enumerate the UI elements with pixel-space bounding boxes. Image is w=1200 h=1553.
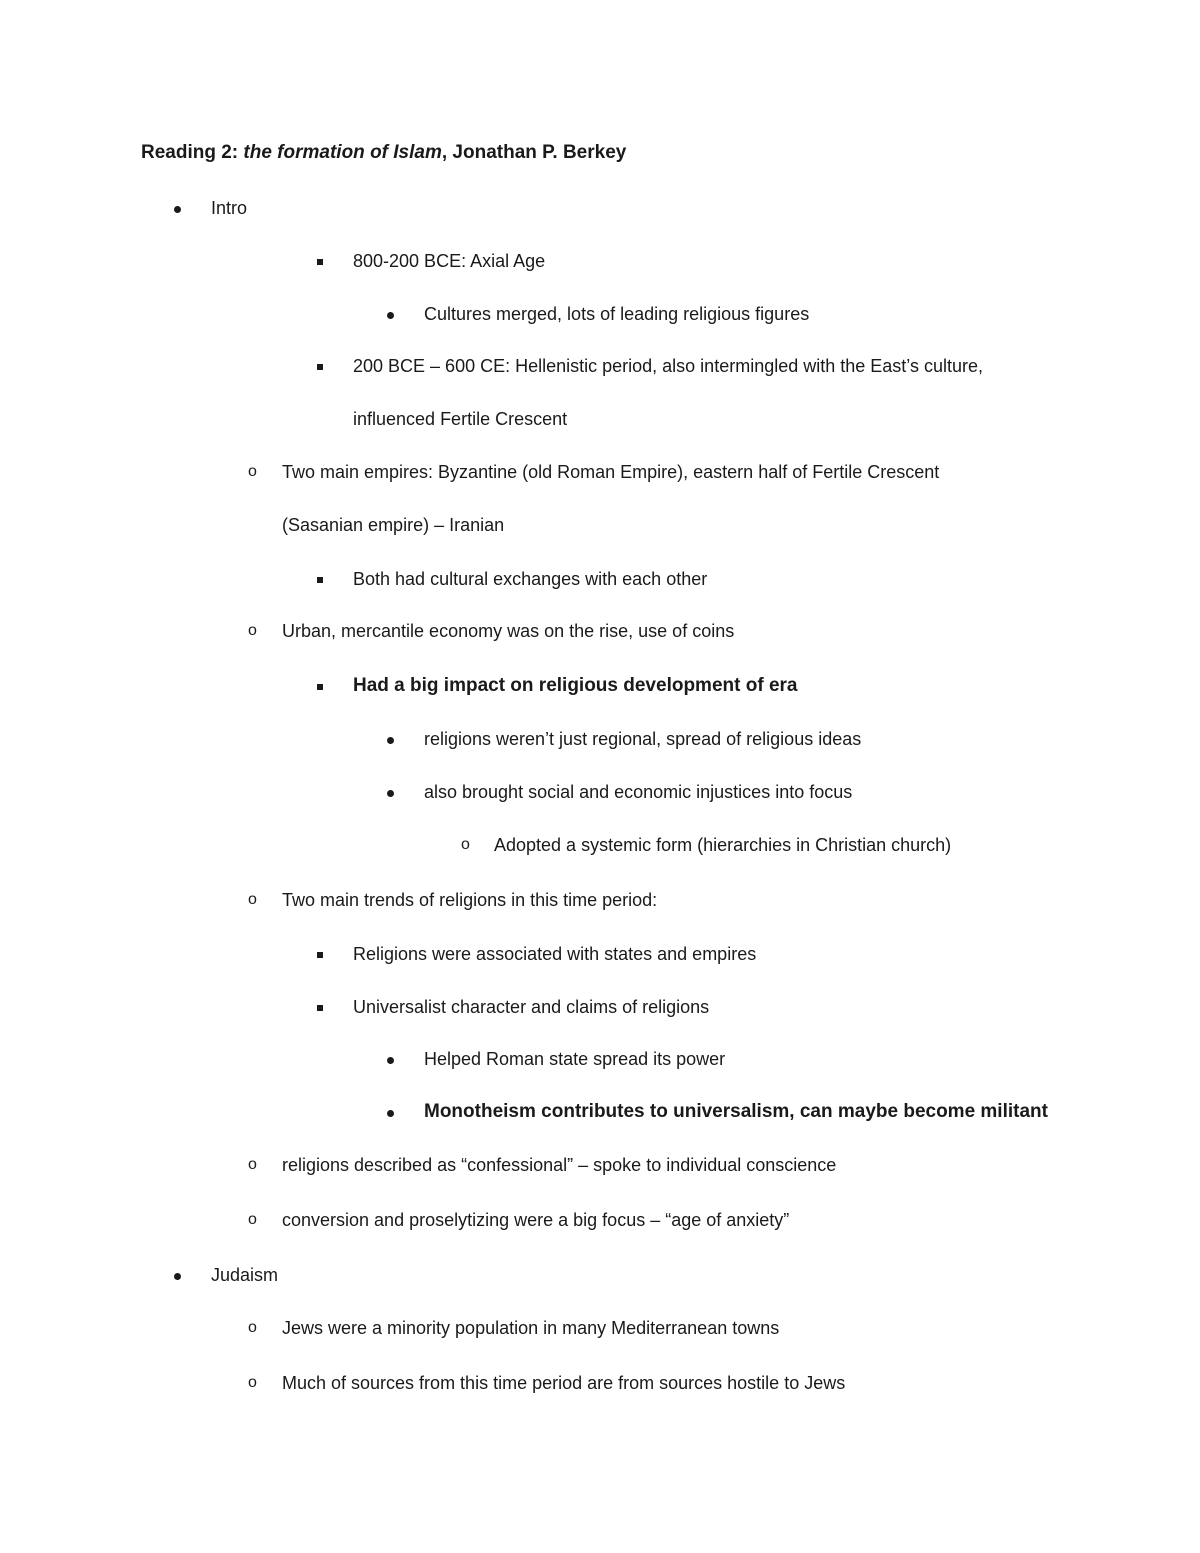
list-item: 800-200 BCE: Axial Age <box>353 251 546 271</box>
circle-marker: o <box>248 622 257 639</box>
bullet-marker <box>174 1263 181 1287</box>
list-item: Religions were associated with states and empires <box>353 944 757 964</box>
list-item: Intro <box>211 198 248 218</box>
circle-marker: o <box>248 1156 257 1173</box>
title-suffix: , Jonathan P. Berkey <box>441 142 627 163</box>
document-title <box>141 142 626 164</box>
list-item: Adopted a systemic form (hierarchies in Christian church) <box>494 835 952 855</box>
square-marker <box>317 249 323 273</box>
list-item: Universalist character and claims of religions <box>353 997 710 1017</box>
list-item-continuation: influenced Fertile Crescent <box>353 409 568 429</box>
list-item-bold: Had a big impact on religious development of era <box>353 675 798 696</box>
circle-marker: o <box>248 1211 257 1228</box>
square-marker <box>317 567 323 591</box>
list-item: Urban, mercantile economy was on the rise, use of coins <box>282 621 735 641</box>
list-item: Two main trends of religions in this time period: <box>282 890 658 910</box>
bullet-marker <box>387 1047 394 1071</box>
bullet-marker <box>387 1100 394 1124</box>
list-item: also brought social and economic injustices into focus <box>424 782 853 802</box>
list-item: Jews were a minority population in many Mediterranean towns <box>282 1318 780 1338</box>
list-item: religions described as “confessional” – spoke to individual conscience <box>282 1155 837 1175</box>
square-marker <box>317 942 323 966</box>
list-item: religions weren’t just regional, spread of religious ideas <box>424 729 862 749</box>
circle-marker: o <box>248 1319 257 1336</box>
circle-marker: o <box>461 836 470 853</box>
list-item: Both had cultural exchanges with each other <box>353 569 708 589</box>
circle-marker: o <box>248 891 257 908</box>
bullet-marker <box>387 302 394 326</box>
circle-marker: o <box>248 463 257 480</box>
bullet-marker <box>174 196 181 220</box>
square-marker <box>317 354 323 378</box>
list-item: 200 BCE – 600 CE: Hellenistic period, also intermingled with the East’s culture, <box>353 356 983 376</box>
list-item: Much of sources from this time period are from sources hostile to Jews <box>282 1373 846 1393</box>
list-item: conversion and proselytizing were a big focus – “age of anxiety” <box>282 1210 790 1230</box>
list-item-bold: Monotheism contributes to universalism, can maybe become militant <box>424 1101 1048 1122</box>
list-item: Judaism <box>211 1265 279 1285</box>
bullet-marker <box>387 727 394 751</box>
square-marker <box>317 995 323 1019</box>
title-prefix: Reading 2: <box>141 142 244 163</box>
title-italic: the formation of Islam <box>243 142 442 163</box>
list-item: Two main empires: Byzantine (old Roman Empire), eastern half of Fertile Crescent <box>282 462 940 482</box>
list-item: Cultures merged, lots of leading religious figures <box>424 304 810 324</box>
list-item-continuation: (Sasanian empire) – Iranian <box>282 515 505 535</box>
bullet-marker <box>387 780 394 804</box>
circle-marker: o <box>248 1374 257 1391</box>
square-marker <box>317 674 323 698</box>
list-item: Helped Roman state spread its power <box>424 1049 726 1069</box>
